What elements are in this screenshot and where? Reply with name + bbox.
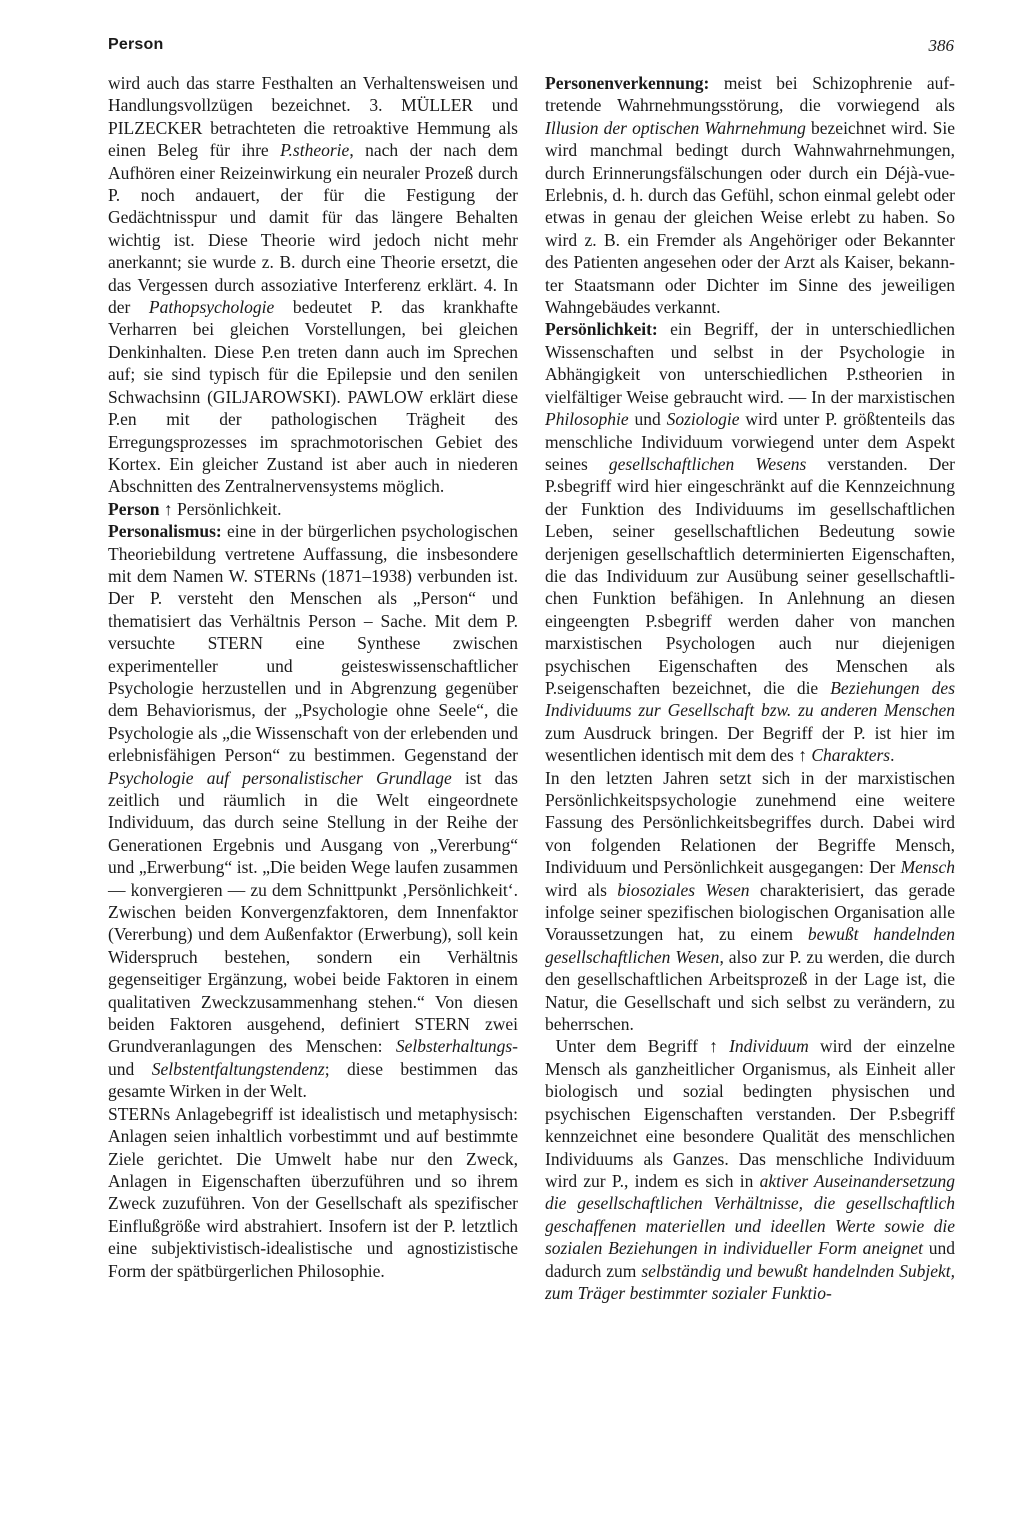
body-text: meist bei Schizophrenie auftretende Wahrnehmungsstörung, die vorwiegend als: [545, 73, 955, 116]
italic-text: Individuum: [729, 1036, 809, 1057]
entry-paragraph: [108, 498, 518, 520]
italic-text: Selbstentfaltungstendenz: [151, 1058, 325, 1079]
italic-text: P.stheorie: [280, 140, 350, 161]
body-text: , also zur P. zu werden, die durch den gesellschaftlichen Arbeitsprozeß in der Lage ist, die Natur, die Gesellschaft und sich selbst zu verändern, zu beherrschen.: [545, 946, 955, 1035]
body-text: verstanden. Der P.sbegriff wird hier eingeschränkt auf die Kennzeichnung der Funktion des Individuums im gesellschaftlichen Leben, seiner gesellschaftlichen Bedeutung sowie derjenigen gesellschaftlich determinierten Eigenschaften, die das Individuum zur Ausübung seiner gesellschaftlichen Funktion befähigen. In Anlehnung an diesen eingeengten P.sbegriff werden daher von manchen marxistischen Psychologen auch nur diejenigen psychischen Eigenschaften des Menschen als P.seigenschaften bezeichnet, die die: [545, 453, 955, 698]
body-text: .: [890, 745, 895, 766]
entry-term: Personalismus:: [108, 521, 222, 542]
italic-text: Beziehungen des Individuums zur Gesellschaft bzw. zu anderen Menschen: [545, 677, 956, 721]
italic-text: Psychologie auf personalistischer Grundlage: [108, 767, 452, 788]
body-text: In den letzten Jahren setzt sich in der marxistischen Persönlichkeitspsychologie zunehmend eine weitere Fassung des Persönlichkeitsbegriffes durch. Dabei wird von folgenden Relationen der Begriffe Mensch, Individuum und Persönlichkeit ausgegangen: Der: [545, 767, 955, 878]
entry-term: Personenverkennung:: [545, 73, 710, 93]
body-text: ist das zeitlich und räumlich in die Welt eingeordnete Individuum, das durch seine Stellung in der Reihe der Generationen Ergebnis und Ausgang von „Vererbung“ und „Erwerbung“ ist. „Die beiden Wege laufen zusammen — konvergieren — zu dem Schnittpunkt ‚Persönlichkeit‘. Zwischen beiden Konvergenzfaktoren, dem Innenfaktor (Vererbung) und dem Außenfaktor (Erwerbung), soll kein Widerspruch bestehen, sondern ein Verhältnis gegenseitiger Ergänzung, wobei beide Faktoren in einem qualitativen Zweckzusammenhang stehen.“ Von diesen beiden Faktoren ausgehend, definiert STERN zwei Grundveranlagungen des Menschen:: [108, 767, 518, 1057]
italic-text: selbständig und bewußt handelnden Subjekt, zum Träger bestimmter sozialer Funktio-: [545, 1260, 955, 1303]
body-text: und: [628, 409, 667, 430]
italic-text: gesellschaftlichen Wesens: [608, 453, 807, 474]
running-head-title: Person: [108, 36, 164, 53]
italic-text: Selbsterhaltungs-: [395, 1036, 518, 1057]
body-text: und: [108, 1058, 152, 1079]
italic-text: Mensch: [900, 857, 955, 878]
left-column: [108, 72, 518, 1282]
body-text: STERNs Anlagebegriff ist idealistisch und metaphysisch: Anlagen seien inhaltlich vorbestimmt und auf bestimmte Ziele gerichtet. Die Umwelt habe nur den Zweck, Anlagen in Eigenschaften überzuführen und so ihrem Zweck zuzuführen. Von der Gesellschaft als spezifischer Einflußgröße wird abstrahiert. Insofern ist der P. letztlich eine subjektivistisch-idealistische und agnostizistische Form der spätbürgerlichen Philosophie.: [108, 1103, 518, 1281]
body-text: charakterisiert, das gerade infolge seiner spezifischen biologischen Organisation alle Voraussetzungen hat, zu einem: [545, 879, 955, 945]
entry-paragraph: [545, 1035, 955, 1304]
italic-text: ↑ Charakters: [798, 745, 891, 766]
body-text: eine in der bürgerlichen psychologischen Theoriebildung vertretene Auffassung, die insbesondere mit dem Namen W. STERNs (1871–1938) verbunden ist. Der P. versteht den Menschen als „Person“ und thematisiert das Verhältnis Person – Sache. Mit dem P. versuchte STERN eine Synthese zwischen experimenteller und geisteswissenschaftlicher Psychologie herzustellen und in Abgrenzung gegenüber dem Behaviorismus, der „Psychologie ohne Seele“, die Psychologie als „die Wissenschaft von der erlebenden und erlebnisfähigen Person“ zu bestimmen. Gegenstand der: [108, 521, 518, 766]
italic-text: Pathopsychologie: [148, 297, 275, 318]
italic-text: Philosophie: [545, 409, 629, 430]
entry-paragraph: [545, 72, 955, 318]
body-text: wird auch das starre Festhalten an Verhaltensweisen und Handlungsvollzügen bezeichnet. 3. MÜLLER und PILZECKER betrachteten die retroaktive Hemmung als einen Beleg für ihre: [108, 73, 518, 161]
italic-text: Soziologie: [666, 409, 740, 430]
body-text: , nach der nach dem Aufhören einer Reizeinwirkung ein neuraler Prozeß durch P. noch andauert, der für die Festigung der Gedächtnisspur und damit für das längere Behalten wichtig ist. Diese Theorie wird jedoch nicht mehr anerkannt; sie wurde z. B. durch eine Theorie ersetzt, die das Vergessen durch assoziative Interferenz erklärt. 4. In der: [108, 140, 519, 318]
body-text: und dadurch zum: [545, 1238, 955, 1281]
body-text: ↑ Persönlichkeit.: [159, 498, 282, 519]
body-text: bezeichnet wird. Sie wird manchmal bedingt durch Wahnwahrnehmungen, durch Erinnerungsfälschungen oder durch ein Déjà-vue-Erlebnis, d. h. durch das Gefühl, schon einmal gelebt oder etwas in genau der gleichen Weise erlebt zu haben. So wird z. B. ein Fremder als Angehöriger oder Bekannter des Patienten angesehen oder der Arzt als Kaiser, bekannter Staatsmann oder Dichter im Sinne des jeweiligen Wahngebäudes verkannt.: [545, 117, 955, 318]
entry-paragraph: [108, 72, 518, 498]
body-text: zum Ausdruck bringen. Der Begriff der P. ist hier im wesentlichen identisch mit dem des: [545, 722, 955, 766]
italic-text: Illusion der optischen Wahrnehmung: [545, 117, 806, 138]
entry-paragraph: [108, 1103, 518, 1282]
entry-term: Person: [108, 498, 160, 519]
right-column: [545, 72, 955, 1304]
body-text: bedeutet P. das krankhafte Verharren bei gleichen Vorstellungen, bei gleichen Denkinhalten. Diese P.en treten dann auch im Sprechen auf; sie sind typisch für die Epilepsie und den senilen Schwachsinn (GILJAROWSKI). PAWLOW erklärt diese P.en mit der pathologischen Trägheit des Erregungsprozesses im sprachmotorischen Gebiet des Kortex. Ein gleicher Zustand ist aber auch in niederen Abschnitten des Zentralnervensystems möglich.: [108, 297, 518, 497]
entry-paragraph: [108, 520, 518, 1103]
italic-text: bewußt handelnden gesellschaftlichen Wesen: [545, 924, 956, 967]
page-number: 386: [928, 36, 954, 55]
body-text: wird als: [545, 879, 618, 900]
body-text: wird der einzelne Mensch als ganzheitlicher Organismus, als Einheit aller biologisch und sozial bedingten physischen und psychischen Eigenschaften verstanden. Der P.sbegriff kennzeichnet eine besondere Qualität des menschlichen Individuums als Ganzes. Das menschliche Individuum wird zur P., indem es sich in: [545, 1036, 955, 1191]
entry-term: Persönlichkeit:: [545, 319, 658, 340]
page-header: [108, 36, 954, 64]
italic-text: biosoziales Wesen: [617, 879, 750, 900]
italic-text: aktiver Auseinandersetzung die gesellschaftlichen Verhältnisse, die gesellschaftlich geschaffenen materiellen und ideellen Werte sowie die sozialen Beziehungen in individueller Form aneignet: [545, 1170, 955, 1259]
body-text: ein Begriff, der in unterschiedlichen Wissenschaften und selbst in der Psychologie in Abhängigkeit von unterschiedlichen P.stheorien in vielfältiger Weise gebraucht wird. — In der marxistischen: [545, 319, 955, 407]
entry-paragraph: [545, 318, 955, 766]
entry-paragraph: [545, 767, 955, 1036]
body-text: wird unter P. größtenteils das menschliche Individuum vorwiegend unter dem Aspekt seines: [545, 409, 955, 474]
body-text: Unter dem Begriff ↑: [555, 1036, 730, 1057]
body-text: ; diese bestimmen das gesamte Wirken in der Welt.: [108, 1058, 518, 1102]
